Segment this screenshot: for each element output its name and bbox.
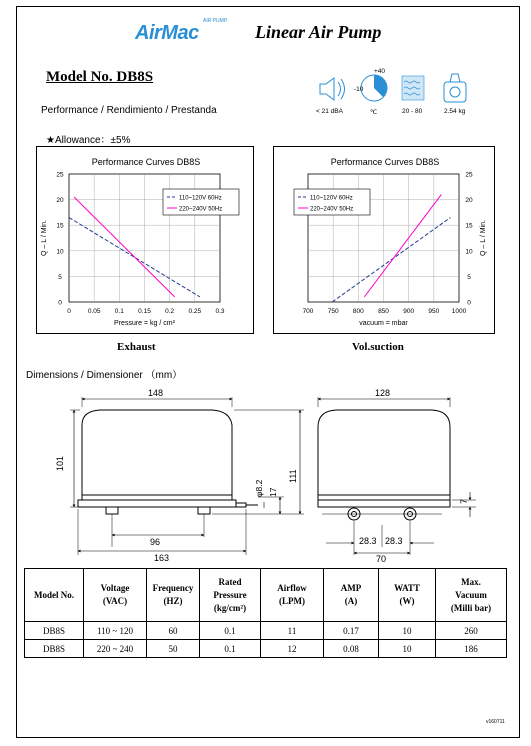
y-tick-label: 5 (467, 273, 471, 281)
dim-front-width: 148 (148, 388, 164, 398)
brand-logo (135, 18, 233, 48)
dim-front-total-height: 111 (288, 469, 298, 483)
series-line (332, 218, 450, 302)
legend-label: 110~120V 60Hz (310, 195, 353, 202)
spec-icons (316, 70, 481, 118)
col-watt: WATT (W) (379, 569, 436, 622)
table-cell: 186 (436, 640, 507, 658)
table-row (25, 640, 507, 658)
dim-side-foot-height: 7 (459, 498, 469, 504)
col-pressure: Rated Pressure (kg/cm²) (200, 569, 261, 622)
table-cell: 11 (261, 622, 324, 640)
y-tick-label: 0 (467, 299, 471, 307)
x-tick-label: 1000 (451, 308, 467, 315)
dim-front-pipe-dia: φ8.2 (254, 479, 264, 497)
table-cell: 0.17 (324, 622, 379, 640)
y-tick-label: 25 (56, 171, 64, 179)
humidity-label: 20 - 80 (402, 108, 423, 115)
x-tick-label: 750 (327, 308, 339, 315)
x-tick-label: 800 (352, 308, 364, 315)
dimensions-title: Dimensions / Dimensioner （mm） (26, 370, 183, 381)
x-tick-label: 0.2 (165, 308, 175, 315)
x-tick-label: 950 (428, 308, 440, 315)
model-number: Model No. DB8S (46, 69, 154, 85)
x-axis-label: vacuum = mbar (359, 320, 408, 327)
y-tick-label: 15 (465, 222, 473, 230)
suction-chart-svg (274, 147, 496, 335)
dimensions-drawing (0, 385, 531, 565)
humidity-icon (402, 76, 424, 100)
col-frequency: Frequency (HZ) (147, 569, 200, 622)
y-axis-label: Q – L / Min. (480, 220, 487, 256)
table-cell: 0.08 (324, 640, 379, 658)
y-tick-label: 20 (56, 197, 64, 205)
exhaust-chart-svg (37, 147, 255, 335)
x-tick-label: 0.3 (215, 308, 225, 315)
y-axis-label: Q – L / Min. (41, 220, 48, 256)
table-cell: 10 (379, 622, 436, 640)
table-row (25, 622, 507, 640)
table-cell: 110 ~ 120 (84, 622, 147, 640)
weight-label: 2.54 kg (444, 108, 466, 115)
suction-caption: Vol.suction (352, 341, 404, 353)
x-axis-label: Pressure = kg / cm² (114, 320, 175, 327)
y-tick-label: 0 (58, 299, 62, 307)
y-tick-label: 25 (465, 171, 473, 179)
col-model: Model No. (25, 569, 84, 622)
dim-front-total-width: 163 (154, 553, 170, 563)
thermometer-icon (361, 75, 387, 101)
spec-table (24, 568, 507, 658)
brand-tag: AIR PUMP (203, 18, 228, 24)
table-cell: 260 (436, 622, 507, 640)
document-reference: v160711 (486, 719, 505, 725)
table-cell: 0.1 (200, 622, 261, 640)
allowance-note: ★Allowance：±5% (46, 135, 131, 146)
x-tick-label: 0 (67, 308, 71, 315)
document-title: Linear Air Pump (255, 22, 382, 42)
y-tick-label: 10 (56, 248, 64, 256)
x-tick-label: 850 (378, 308, 389, 315)
x-tick-label: 0.25 (188, 308, 202, 315)
y-tick-label: 15 (56, 222, 64, 230)
dim-front-pipe-height: 17 (268, 487, 278, 497)
table-cell: 220 ~ 240 (84, 640, 147, 658)
y-tick-label: 20 (465, 197, 473, 205)
col-voltage: Voltage (VAC) (84, 569, 147, 622)
suction-chart (273, 146, 495, 334)
y-tick-label: 10 (465, 248, 473, 256)
table-cell: 12 (261, 640, 324, 658)
temp-unit-label: ℃ (370, 109, 378, 116)
legend-label: 220~240V 50Hz (179, 206, 223, 213)
x-tick-label: 900 (403, 308, 415, 315)
table-cell: DB8S (25, 622, 84, 640)
side-view (318, 397, 476, 555)
series-line (74, 197, 175, 297)
col-airflow: Airflow (LPM) (261, 569, 324, 622)
table-cell: 50 (147, 640, 200, 658)
x-tick-label: 700 (302, 308, 314, 315)
exhaust-chart (36, 146, 254, 334)
scale-icon (444, 74, 466, 102)
col-vacuum: Max. Vacuum (Milli bar) (436, 569, 507, 622)
temp-max-label: +40 (374, 68, 386, 75)
temp-min-label: -10 (354, 86, 364, 93)
legend-label: 220~240V 50Hz (310, 206, 354, 213)
y-tick-label: 5 (58, 273, 62, 281)
performance-subtitle: Performance / Rendimiento / Prestanda (41, 105, 217, 116)
dim-front-height: 101 (55, 455, 65, 471)
dim-side-width: 128 (375, 388, 391, 398)
table-cell: 60 (147, 622, 200, 640)
col-amp: AMP (A) (324, 569, 379, 622)
suction-chart-title: Performance Curves DB8S (330, 157, 440, 167)
speaker-icon (320, 78, 345, 100)
brand-name: AirMac (135, 22, 199, 44)
legend-label: 110~120V 60Hz (179, 195, 222, 202)
noise-label: < 21 dBA (316, 108, 343, 115)
table-cell: 10 (379, 640, 436, 658)
table-cell: 0.1 (200, 640, 261, 658)
front-view (70, 397, 304, 555)
dim-side-right-foot: 28.3 (385, 536, 403, 546)
dim-front-base: 96 (150, 537, 161, 547)
dim-side-left-foot: 28.3 (359, 536, 377, 546)
x-tick-label: 0.15 (138, 308, 151, 315)
exhaust-caption: Exhaust (117, 341, 156, 353)
x-tick-label: 0.05 (87, 308, 101, 315)
exhaust-chart-title: Performance Curves DB8S (91, 157, 201, 167)
dim-side-base: 70 (376, 554, 387, 564)
spec-table-header-row (25, 569, 507, 622)
x-tick-label: 0.1 (114, 308, 124, 315)
series-line (364, 194, 441, 296)
table-cell: DB8S (25, 640, 84, 658)
